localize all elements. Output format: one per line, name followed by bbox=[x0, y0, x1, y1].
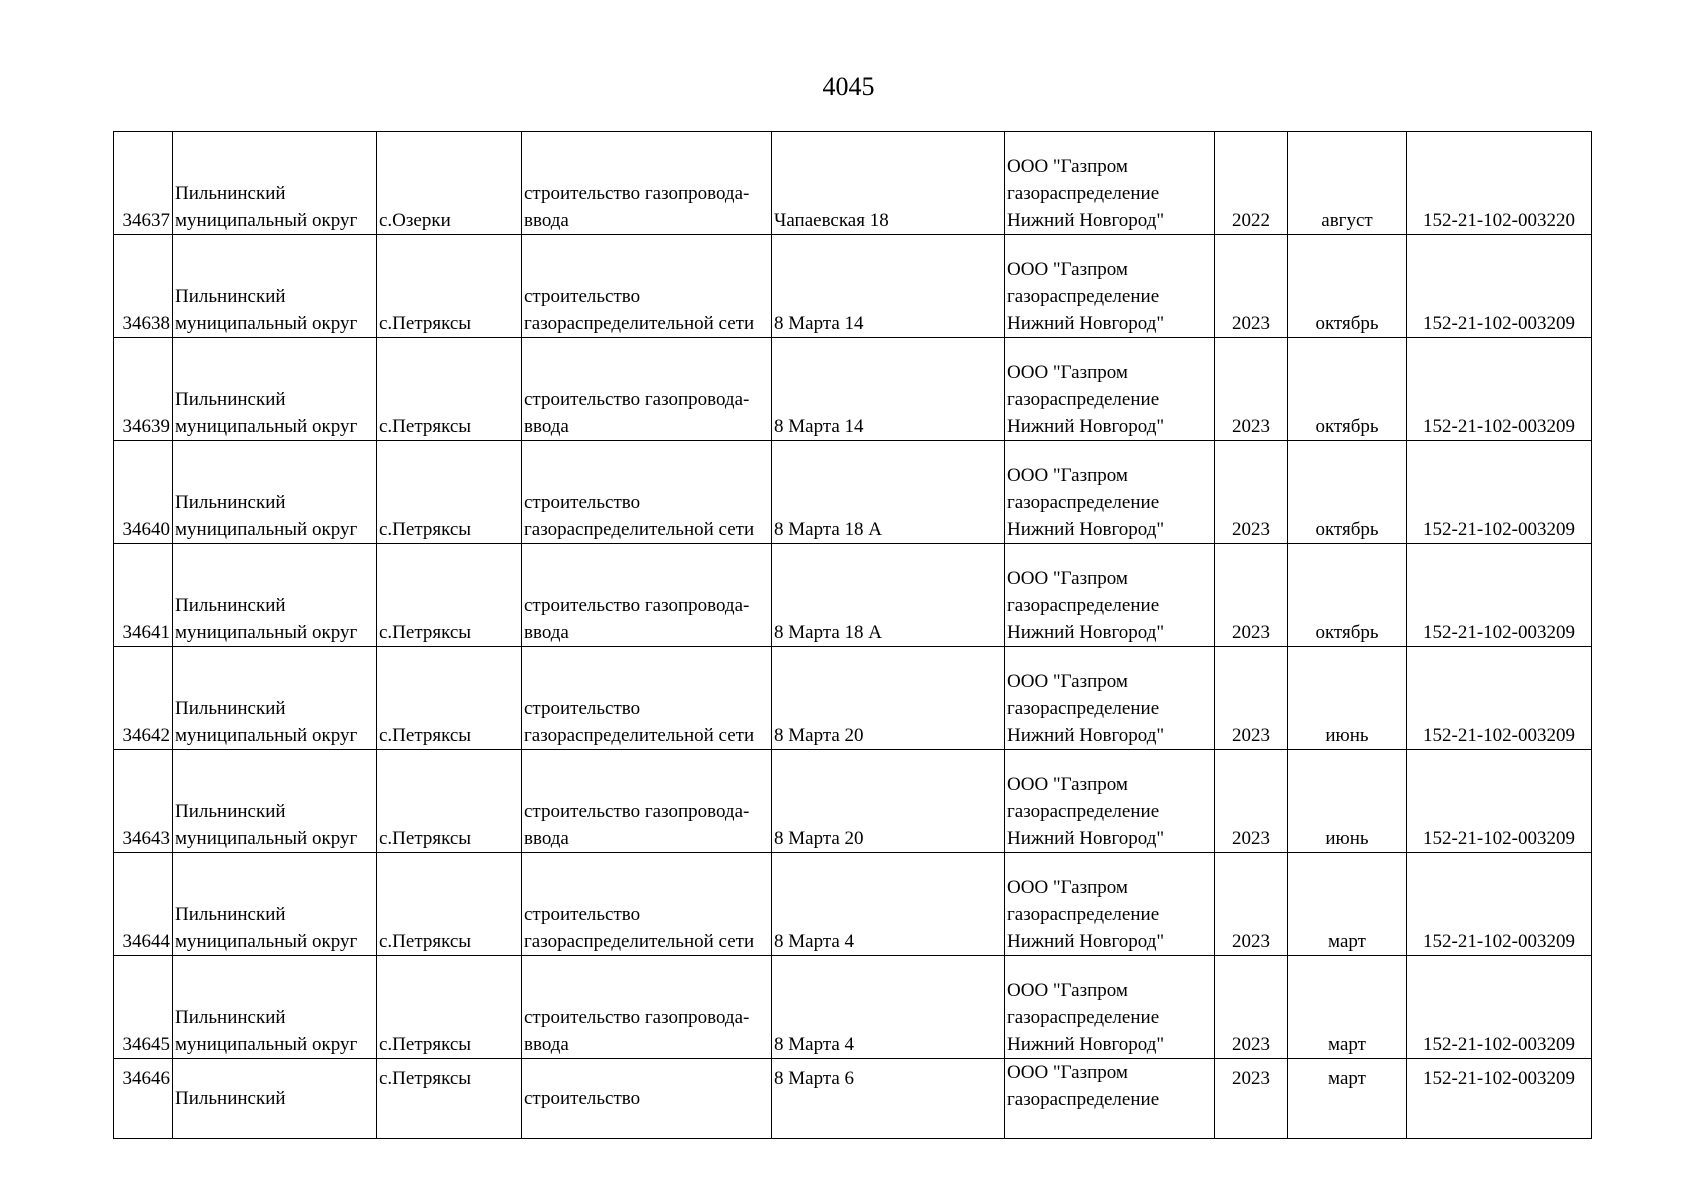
year-cell bbox=[1215, 956, 1288, 1059]
row-number bbox=[114, 956, 173, 1059]
work-type-cell-text: газораспределительной сети bbox=[524, 931, 755, 952]
code-cell-text: 152-21-102-003220 bbox=[1423, 210, 1575, 231]
municipality-cell-text: муниципальный округ bbox=[175, 931, 358, 952]
address-cell bbox=[772, 956, 1005, 1059]
year-cell-text: 2023 bbox=[1232, 519, 1270, 540]
month-cell bbox=[1288, 1059, 1407, 1139]
table-row bbox=[114, 132, 1592, 235]
organization-cell bbox=[1005, 647, 1215, 750]
municipality-cell-text: Пильнинский bbox=[175, 183, 286, 204]
address-cell-text: 8 Марта 20 bbox=[774, 828, 864, 849]
code-cell-text: 152-21-102-003209 bbox=[1423, 1068, 1575, 1089]
locality-cell bbox=[377, 338, 522, 441]
year-cell-text: 2023 bbox=[1232, 1034, 1270, 1055]
municipality-cell bbox=[173, 338, 377, 441]
address-cell-text: 8 Марта 18 А bbox=[774, 622, 883, 643]
registry-body bbox=[114, 132, 1592, 1139]
year-cell-text: 2023 bbox=[1232, 828, 1270, 849]
row-number bbox=[114, 647, 173, 750]
locality-cell-text: с.Петряксы bbox=[379, 416, 472, 437]
address-cell-text: 8 Марта 14 bbox=[774, 416, 864, 437]
organization-cell-text: газораспределение bbox=[1007, 801, 1160, 822]
month-cell-text: октябрь bbox=[1315, 416, 1379, 437]
organization-cell-text: ООО "Газпром bbox=[1007, 156, 1128, 177]
code-cell-text: 152-21-102-003209 bbox=[1423, 416, 1575, 437]
locality-cell-text: с.Петряксы bbox=[379, 1034, 472, 1055]
municipality-cell-text: Пильнинский bbox=[175, 698, 286, 719]
row-number bbox=[114, 853, 173, 956]
address-cell-text: 8 Марта 4 bbox=[774, 1034, 855, 1055]
row-number-text: 34637 bbox=[122, 210, 170, 231]
municipality-cell-text: муниципальный округ bbox=[175, 622, 358, 643]
address-cell bbox=[772, 441, 1005, 544]
year-cell bbox=[1215, 1059, 1288, 1139]
year-cell-text: 2023 bbox=[1232, 622, 1270, 643]
organization-cell-text: Нижний Новгород" bbox=[1007, 313, 1165, 334]
organization-cell-text: ООО "Газпром bbox=[1007, 980, 1128, 1001]
month-cell-text: октябрь bbox=[1315, 519, 1379, 540]
code-cell bbox=[1407, 544, 1592, 647]
work-type-cell-text: строительство газопровода- bbox=[524, 183, 750, 204]
code-cell bbox=[1407, 1059, 1592, 1139]
organization-cell-text: Нижний Новгород" bbox=[1007, 931, 1165, 952]
organization-cell bbox=[1005, 956, 1215, 1059]
month-cell-text: март bbox=[1328, 1034, 1366, 1055]
table-row bbox=[114, 338, 1592, 441]
organization-cell bbox=[1005, 750, 1215, 853]
municipality-cell bbox=[173, 853, 377, 956]
year-cell bbox=[1215, 132, 1288, 235]
month-cell-text: октябрь bbox=[1315, 622, 1379, 643]
municipality-cell bbox=[173, 132, 377, 235]
registry-table bbox=[113, 131, 1592, 1139]
municipality-cell-text: Пильнинский bbox=[175, 1088, 286, 1109]
work-type-cell-text: строительство газопровода- bbox=[524, 595, 750, 616]
locality-cell bbox=[377, 853, 522, 956]
row-number-text: 34639 bbox=[122, 416, 170, 437]
organization-cell-text: газораспределение bbox=[1007, 595, 1160, 616]
work-type-cell bbox=[522, 441, 772, 544]
address-cell bbox=[772, 750, 1005, 853]
municipality-cell-text: муниципальный округ bbox=[175, 313, 358, 334]
address-cell bbox=[772, 235, 1005, 338]
code-cell bbox=[1407, 750, 1592, 853]
table-row bbox=[114, 853, 1592, 956]
code-cell-text: 152-21-102-003209 bbox=[1423, 828, 1575, 849]
row-number-text: 34638 bbox=[122, 313, 170, 334]
month-cell-text: март bbox=[1328, 1068, 1366, 1089]
municipality-cell-text: муниципальный округ bbox=[175, 1034, 358, 1055]
work-type-cell-text: строительство bbox=[524, 1088, 641, 1109]
row-number bbox=[114, 750, 173, 853]
organization-cell-text: ООО "Газпром bbox=[1007, 671, 1128, 692]
organization-cell-text: газораспределение bbox=[1007, 389, 1160, 410]
municipality-cell bbox=[173, 441, 377, 544]
work-type-cell-text: строительство газопровода- bbox=[524, 801, 750, 822]
locality-cell bbox=[377, 544, 522, 647]
locality-cell-text: с.Петряксы bbox=[379, 931, 472, 952]
organization-cell bbox=[1005, 441, 1215, 544]
work-type-cell bbox=[522, 647, 772, 750]
municipality-cell-text: муниципальный округ bbox=[175, 519, 358, 540]
municipality-cell-text: муниципальный округ bbox=[175, 210, 358, 231]
work-type-cell bbox=[522, 956, 772, 1059]
organization-cell-text: Нижний Новгород" bbox=[1007, 725, 1165, 746]
organization-cell-text: газораспределение bbox=[1007, 492, 1160, 513]
code-cell bbox=[1407, 132, 1592, 235]
year-cell-text: 2023 bbox=[1232, 931, 1270, 952]
locality-cell bbox=[377, 1059, 522, 1139]
organization-cell-text: Нижний Новгород" bbox=[1007, 519, 1165, 540]
work-type-cell-text: ввода bbox=[524, 622, 569, 643]
organization-cell-text: Нижний Новгород" bbox=[1007, 622, 1165, 643]
organization-cell-text: ООО "Газпром bbox=[1007, 465, 1128, 486]
year-cell bbox=[1215, 853, 1288, 956]
month-cell bbox=[1288, 853, 1407, 956]
locality-cell-text: с.Петряксы bbox=[379, 622, 472, 643]
work-type-cell-text: строительство bbox=[524, 698, 641, 719]
municipality-cell-text: Пильнинский bbox=[175, 492, 286, 513]
row-number bbox=[114, 132, 173, 235]
year-cell bbox=[1215, 441, 1288, 544]
municipality-cell bbox=[173, 1059, 377, 1139]
code-cell bbox=[1407, 647, 1592, 750]
locality-cell-text: с.Петряксы bbox=[379, 519, 472, 540]
row-number-text: 34640 bbox=[122, 519, 170, 540]
municipality-cell bbox=[173, 647, 377, 750]
address-cell-text: 8 Марта 20 bbox=[774, 725, 864, 746]
work-type-cell-text: газораспределительной сети bbox=[524, 725, 755, 746]
organization-cell-text: Нижний Новгород" bbox=[1007, 828, 1165, 849]
code-cell bbox=[1407, 441, 1592, 544]
locality-cell-text: с.Петряксы bbox=[379, 1068, 472, 1089]
municipality-cell-text: муниципальный округ bbox=[175, 416, 358, 437]
municipality-cell bbox=[173, 956, 377, 1059]
work-type-cell bbox=[522, 132, 772, 235]
month-cell-text: август bbox=[1321, 210, 1373, 231]
locality-cell-text: с.Петряксы bbox=[379, 313, 472, 334]
organization-cell bbox=[1005, 853, 1215, 956]
organization-cell bbox=[1005, 544, 1215, 647]
code-cell-text: 152-21-102-003209 bbox=[1423, 519, 1575, 540]
locality-cell bbox=[377, 235, 522, 338]
month-cell bbox=[1288, 544, 1407, 647]
table-row bbox=[114, 750, 1592, 853]
municipality-cell-text: Пильнинский bbox=[175, 389, 286, 410]
table-row-partial bbox=[114, 1059, 1592, 1139]
year-cell-text: 2023 bbox=[1232, 416, 1270, 437]
address-cell bbox=[772, 647, 1005, 750]
year-cell bbox=[1215, 235, 1288, 338]
code-cell bbox=[1407, 235, 1592, 338]
address-cell-text: 8 Марта 14 bbox=[774, 313, 864, 334]
work-type-cell bbox=[522, 853, 772, 956]
municipality-cell-text: Пильнинский bbox=[175, 286, 286, 307]
month-cell-text: июнь bbox=[1325, 725, 1369, 746]
work-type-cell bbox=[522, 338, 772, 441]
work-type-cell-text: строительство bbox=[524, 492, 641, 513]
locality-cell bbox=[377, 956, 522, 1059]
row-number bbox=[114, 235, 173, 338]
organization-cell-text: газораспределение bbox=[1007, 698, 1160, 719]
organization-cell-text: Нижний Новгород" bbox=[1007, 1034, 1165, 1055]
code-cell-text: 152-21-102-003209 bbox=[1423, 725, 1575, 746]
address-cell bbox=[772, 853, 1005, 956]
month-cell-text: март bbox=[1328, 931, 1366, 952]
code-cell-text: 152-21-102-003209 bbox=[1423, 622, 1575, 643]
month-cell bbox=[1288, 338, 1407, 441]
work-type-cell-text: ввода bbox=[524, 416, 569, 437]
organization-cell bbox=[1005, 1059, 1215, 1139]
work-type-cell-text: ввода bbox=[524, 828, 569, 849]
month-cell bbox=[1288, 956, 1407, 1059]
year-cell bbox=[1215, 544, 1288, 647]
municipality-cell-text: Пильнинский bbox=[175, 801, 286, 822]
month-cell bbox=[1288, 750, 1407, 853]
work-type-cell-text: строительство bbox=[524, 904, 641, 925]
organization-cell-text: Нижний Новгород" bbox=[1007, 210, 1165, 231]
month-cell bbox=[1288, 132, 1407, 235]
row-number-text: 34641 bbox=[122, 622, 170, 643]
row-number-text: 34642 bbox=[122, 725, 170, 746]
page-number: 4045 bbox=[822, 72, 875, 101]
address-cell bbox=[772, 544, 1005, 647]
code-cell-text: 152-21-102-003209 bbox=[1423, 931, 1575, 952]
address-cell-text: Чапаевская 18 bbox=[774, 210, 889, 231]
organization-cell-text: газораспределение bbox=[1007, 286, 1160, 307]
row-number-text: 34645 bbox=[122, 1034, 170, 1055]
organization-cell bbox=[1005, 132, 1215, 235]
row-number bbox=[114, 338, 173, 441]
month-cell bbox=[1288, 441, 1407, 544]
address-cell bbox=[772, 1059, 1005, 1139]
organization-cell-text: ООО "Газпром bbox=[1007, 877, 1128, 898]
address-cell bbox=[772, 132, 1005, 235]
month-cell bbox=[1288, 235, 1407, 338]
work-type-cell-text: строительство bbox=[524, 286, 641, 307]
address-cell-text: 8 Марта 6 bbox=[774, 1068, 855, 1089]
organization-cell-text: газораспределение bbox=[1007, 183, 1160, 204]
row-number bbox=[114, 441, 173, 544]
year-cell bbox=[1215, 338, 1288, 441]
row-number-text: 34646 bbox=[122, 1068, 170, 1089]
organization-cell-text: газораспределение bbox=[1007, 904, 1160, 925]
row-number bbox=[114, 1059, 173, 1139]
table-row bbox=[114, 235, 1592, 338]
address-cell bbox=[772, 338, 1005, 441]
year-cell-text: 2022 bbox=[1232, 210, 1270, 231]
organization-cell bbox=[1005, 338, 1215, 441]
locality-cell bbox=[377, 132, 522, 235]
municipality-cell bbox=[173, 235, 377, 338]
locality-cell-text: с.Петряксы bbox=[379, 828, 472, 849]
municipality-cell-text: муниципальный округ bbox=[175, 725, 358, 746]
code-cell-text: 152-21-102-003209 bbox=[1423, 1034, 1575, 1055]
row-number-text: 34643 bbox=[122, 828, 170, 849]
municipality-cell-text: Пильнинский bbox=[175, 595, 286, 616]
organization-cell-text: ООО "Газпром bbox=[1007, 259, 1128, 280]
municipality-cell-text: муниципальный округ bbox=[175, 828, 358, 849]
municipality-cell-text: Пильнинский bbox=[175, 904, 286, 925]
organization-cell-text: Нижний Новгород" bbox=[1007, 416, 1165, 437]
work-type-cell bbox=[522, 544, 772, 647]
work-type-cell-text: ввода bbox=[524, 210, 569, 231]
table-row bbox=[114, 956, 1592, 1059]
organization-cell-text: газораспределение bbox=[1007, 1089, 1160, 1110]
work-type-cell-text: газораспределительной сети bbox=[524, 519, 755, 540]
year-cell bbox=[1215, 750, 1288, 853]
row-number-text: 34644 bbox=[122, 931, 170, 952]
locality-cell-text: с.Петряксы bbox=[379, 725, 472, 746]
work-type-cell bbox=[522, 1059, 772, 1139]
month-cell bbox=[1288, 647, 1407, 750]
work-type-cell bbox=[522, 750, 772, 853]
code-cell bbox=[1407, 853, 1592, 956]
municipality-cell bbox=[173, 544, 377, 647]
work-type-cell-text: ввода bbox=[524, 1034, 569, 1055]
month-cell-text: июнь bbox=[1325, 828, 1369, 849]
locality-cell-text: с.Озерки bbox=[379, 210, 451, 231]
year-cell-text: 2023 bbox=[1232, 1068, 1270, 1089]
table-row bbox=[114, 441, 1592, 544]
locality-cell bbox=[377, 441, 522, 544]
year-cell-text: 2023 bbox=[1232, 725, 1270, 746]
organization-cell-text: ООО "Газпром bbox=[1007, 1062, 1128, 1083]
organization-cell-text: ООО "Газпром bbox=[1007, 568, 1128, 589]
organization-cell-text: ООО "Газпром bbox=[1007, 362, 1128, 383]
municipality-cell-text: Пильнинский bbox=[175, 1007, 286, 1028]
locality-cell bbox=[377, 750, 522, 853]
work-type-cell-text: газораспределительной сети bbox=[524, 313, 755, 334]
work-type-cell-text: строительство газопровода- bbox=[524, 1007, 750, 1028]
code-cell-text: 152-21-102-003209 bbox=[1423, 313, 1575, 334]
table-row bbox=[114, 544, 1592, 647]
code-cell bbox=[1407, 956, 1592, 1059]
year-cell-text: 2023 bbox=[1232, 313, 1270, 334]
address-cell-text: 8 Марта 18 А bbox=[774, 519, 883, 540]
code-cell bbox=[1407, 338, 1592, 441]
year-cell bbox=[1215, 647, 1288, 750]
address-cell-text: 8 Марта 4 bbox=[774, 931, 855, 952]
organization-cell-text: газораспределение bbox=[1007, 1007, 1160, 1028]
organization-cell bbox=[1005, 235, 1215, 338]
month-cell-text: октябрь bbox=[1315, 313, 1379, 334]
locality-cell bbox=[377, 647, 522, 750]
work-type-cell-text: строительство газопровода- bbox=[524, 389, 750, 410]
work-type-cell bbox=[522, 235, 772, 338]
organization-cell-text: ООО "Газпром bbox=[1007, 774, 1128, 795]
row-number bbox=[114, 544, 173, 647]
municipality-cell bbox=[173, 750, 377, 853]
table-row bbox=[114, 647, 1592, 750]
